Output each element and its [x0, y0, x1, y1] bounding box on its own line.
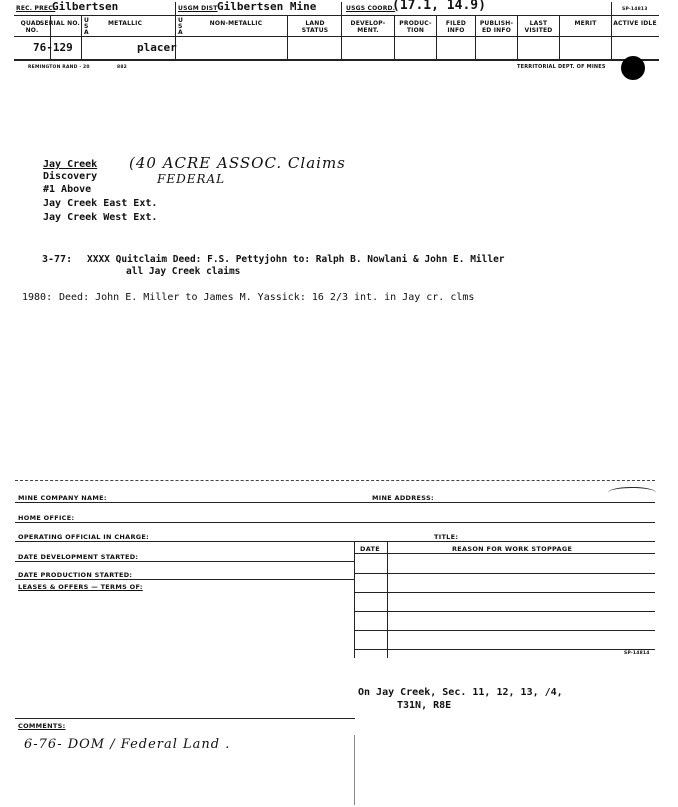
location-line-1: On Jay Creek, Sec. 11, 12, 13, /4, [358, 687, 563, 698]
claims-title: Jay Creek [43, 159, 98, 170]
col-published-info: PUBLISH-ED INFO [479, 20, 514, 34]
claim-line: Jay Creek East Ext. [43, 198, 158, 209]
col-last-visited: LAST VISITED [524, 20, 553, 34]
row-metallic: placer [137, 41, 177, 54]
stoppage-reason-header: REASON FOR WORK STOPPAGE [452, 545, 573, 553]
form-number-top: SP-14813 [622, 7, 648, 12]
comments-label: COMMENTS: [18, 722, 66, 730]
col-u-s-mark-2: U S A [178, 17, 184, 36]
rec-prec-value: Gilbertsen [52, 0, 119, 13]
form-number-bottom: SP-14814 [624, 651, 650, 656]
transaction-date: 1980: [22, 292, 53, 303]
page-curl [608, 487, 656, 498]
location-line-2: T31N, R8E [397, 700, 452, 711]
handwritten-federal-note: FEDERAL [157, 172, 226, 186]
leases-offers-label: LEASES & OFFERS — TERMS OF: [18, 583, 143, 591]
col-development: DEVELOP-MENT. [350, 20, 386, 34]
col-filed-info: FILED INFO [445, 20, 467, 34]
transaction-text: Deed: John E. Miller to James M. Yassick: 16 2/3 int. in Jay cr. clms [59, 292, 475, 303]
usgm-value: Gilbertsen Mine [217, 0, 317, 13]
row-serial: 76-129 [33, 41, 73, 54]
col-quad-no: QUAD. NO. [20, 20, 44, 34]
transaction-date: 3-77: [42, 254, 73, 265]
col-serial-no: SERIAL NO. [39, 20, 80, 27]
col-active-idle: ACTIVE IDLE [613, 20, 657, 27]
active-status-dot [621, 56, 645, 80]
usgm-label: USGM DIST [178, 5, 218, 12]
date-development-started-label: DATE DEVELOPMENT STARTED: [18, 553, 139, 561]
operating-official-label: OPERATING OFFICIAL IN CHARGE: [18, 533, 150, 541]
usgs-coord-value: (17.1, 14.9) [392, 0, 486, 13]
rec-prec-label: REC. PREC. [16, 5, 56, 12]
tear-line [15, 480, 655, 481]
comments-handwritten: 6-76- DOM / Federal Land . [24, 737, 231, 752]
usgs-coord-label: USGS COORD. [346, 5, 396, 12]
col-u-s-mark: U S A [84, 17, 90, 36]
card-footer-left-code: 882 [117, 65, 127, 70]
stoppage-date-header: DATE [360, 545, 380, 553]
transaction-text: XXXX Quitclaim Deed: F.S. Pettyjohn to: Ralph B. Nowlani & John E. Miller [87, 254, 505, 265]
claim-line: #1 Above [43, 184, 92, 195]
home-office-label: HOME OFFICE: [18, 514, 75, 522]
title-label: TITLE: [434, 533, 459, 541]
card-footer-right: TERRITORIAL DEPT. OF MINES [517, 64, 606, 70]
col-merit: MERIT [574, 20, 597, 27]
card-footer-left: REMINGTON RAND · 20 [28, 65, 90, 70]
mine-company-name-label: MINE COMPANY NAME: [18, 494, 107, 502]
transaction-text-continued: all Jay Creek claims [126, 266, 241, 277]
handwritten-acre-note: (40 ACRE ASSOC. Claims [129, 154, 346, 172]
col-metallic: METALLIC [108, 20, 143, 27]
mine-address-label: MINE ADDRESS: [372, 494, 434, 502]
claim-line: Discovery [43, 171, 98, 182]
col-production: PRODUC-TION [399, 20, 432, 34]
col-land-status: LAND STATUS [301, 20, 329, 34]
col-non-metallic: NON-METALLIC [209, 20, 263, 27]
claim-line: Jay Creek West Ext. [43, 212, 158, 223]
date-production-started-label: DATE PRODUCTION STARTED: [18, 571, 133, 579]
